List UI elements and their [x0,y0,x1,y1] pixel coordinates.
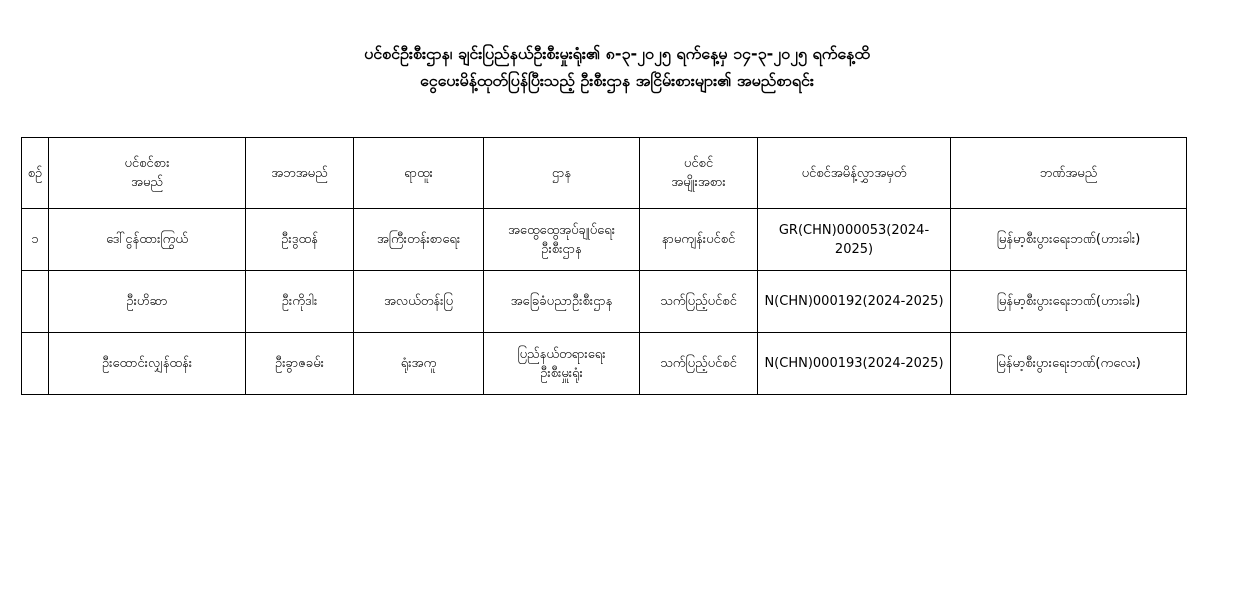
header-row [22,138,1187,209]
cell-pension-type: သက်ပြည့်ပင်စင် [640,333,758,395]
header-order-no: ပင်စင်အမိန့်လွှာအမှတ် [758,138,951,209]
cell-pensioner-name: ဒေါ်ငွန်ထားကြွယ် [49,209,246,271]
pensioner-table [21,137,1187,395]
cell-position: ရုံးအကူ [354,333,484,395]
cell-pension-type: သက်ပြည့်ပင်စင် [640,271,758,333]
cell-pensioner-name: ဦးဟိဆာ [49,271,246,333]
header-pensioner-name: ပင်စင်စား အမည် [49,138,246,209]
title-line-1: ပင်စင်ဦးစီးဌာန၊ ချင်းပြည်နယ်ဦးစီးမှုးရုံး၏ ၈-၃-၂၀၂၅ ရက်နေ့မှ ၁၄-၃-၂၀၂၅ ရက်နေ့ထိ [364,44,870,63]
cell-father-name: ဦးခွာဇခမ်း [246,333,354,395]
cell-bank: မြန်မာ့စီးပွားရေးဘဏ်(ဟားခါး) [951,271,1187,333]
cell-bank: မြန်မာ့စီးပွားရေးဘဏ်(ကလေး) [951,333,1187,395]
header-position: ရာထူး [354,138,484,209]
table-row [22,333,1187,395]
cell-father-name: ဦးဒွထန် [246,209,354,271]
table-row [22,209,1187,271]
header-pension-type: ပင်စင် အမျိုးအစား [640,138,758,209]
cell-no [22,333,49,395]
title-line-2: ငွေပေးမိန့်ထုတ်ပြန်ပြီးသည့် ဦးစီးဌာန အငြိမ်းစားများ၏ အမည်စာရင်း [420,71,814,90]
cell-no [22,271,49,333]
cell-department: ပြည်နယ်တရားရေး ဦးစီးမှူးရုံး [484,333,640,395]
cell-position: အလယ်တန်းပြ [354,271,484,333]
header-father-name: အဘအမည် [246,138,354,209]
cell-pensioner-name: ဦးထောင်းလျှန်ထန်း [49,333,246,395]
cell-position: အကြီးတန်းစာရေး [354,209,484,271]
document-title [0,40,1234,94]
cell-order-no: N(CHN)000193(2024-2025) [758,333,951,395]
cell-department: အခြေခံပညာဦးစီးဌာန [484,271,640,333]
header-no: စဉ် [22,138,49,209]
header-bank: ဘဏ်အမည် [951,138,1187,209]
table-row [22,271,1187,333]
cell-bank: မြန်မာ့စီးပွားရေးဘဏ်(ဟားခါး) [951,209,1187,271]
cell-department: အထွေထွေအုပ်ချုပ်ရေး ဦးစီးဌာန [484,209,640,271]
cell-father-name: ဦးကိုဒါး [246,271,354,333]
cell-order-no: N(CHN)000192(2024-2025) [758,271,951,333]
header-department: ဌာန [484,138,640,209]
cell-pension-type: နာမကျန်းပင်စင် [640,209,758,271]
cell-no: ၁ [22,209,49,271]
cell-order-no: GR(CHN)000053(2024-2025) [758,209,951,271]
